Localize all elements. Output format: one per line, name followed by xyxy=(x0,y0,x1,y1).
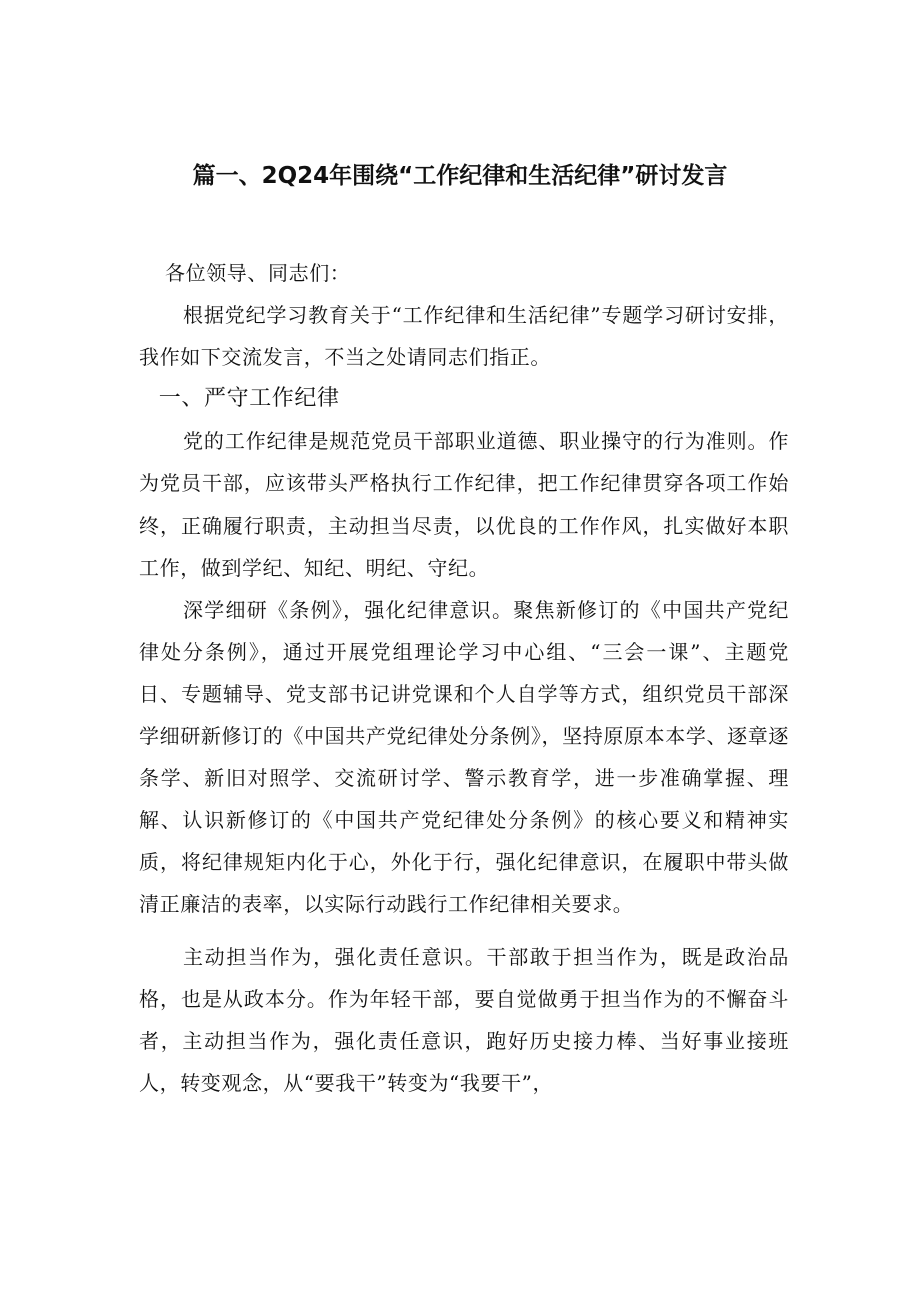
document-title: 篇一、2Q24年围绕“工作纪律和生活纪律”研讨发言 xyxy=(192,163,728,189)
body-paragraph: 党的工作纪律是规范党员干部职业道德、职业操守的行为准则。作为党员干部，应该带头严格执行工作纪律，把工作纪律贯穿各项工作始终，正确履行职责，主动担当尽责，以优良的工作作风，扎实做好本职工作，做到学纪、知纪、明纪、守纪。 xyxy=(139,429,789,580)
body-paragraph: 主动担当作为，强化责任意识。干部敢于担当作为，既是政治品格，也是从政本分。作为年轻干部，要自觉做勇于担当作为的不懈奋斗者，主动担当作为，强化责任意识，跑好历史接力棒、当好事业接班人，转变观念，从“要我干”转变为“我要干”， xyxy=(139,944,789,1095)
body-paragraph: 深学细研《条例》，强化纪律意识。聚焦新修订的《中国共产党纪律处分条例》，通过开展党组理论学习中心组、“三会一课”、主题党日、专题辅导、党支部书记讲党课和个人自学等方式，组织党员干部深学细研新修订的《中国共产党纪律处分条例》，坚持原原本本学、逐章逐条学、新旧对照学、交流研讨学、警示教育学，进一步准确掌握、理解、认识新修订的《中国共产党纪律处分条例》的核心要义和精神实质，将纪律规矩内化于心，外化于行，强化纪律意识，在履职中带头做清正廉洁的表率，以实际行动践行工作纪律相关要求。 xyxy=(139,597,789,917)
intro-paragraph: 根据党纪学习教育关于“工作纪律和生活纪律”专题学习研讨安排，我作如下交流发言，不当之处请同志们指正。 xyxy=(139,303,789,370)
section-heading: 一、严守工作纪律 xyxy=(158,386,340,412)
greeting-line: 各位领导、同志们： xyxy=(165,261,351,285)
document-body xyxy=(139,252,789,1104)
